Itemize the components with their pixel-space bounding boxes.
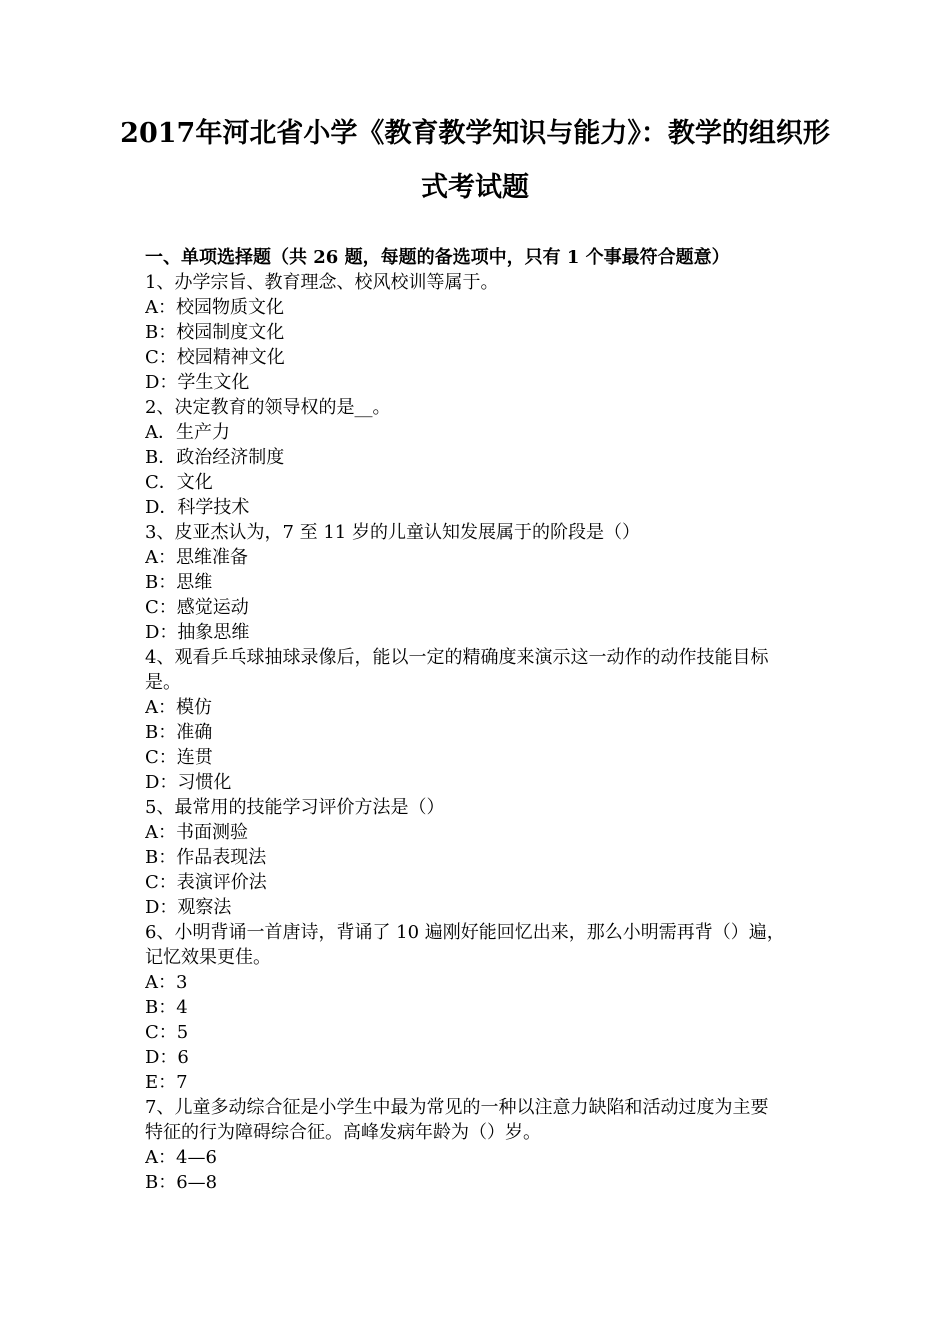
option-line: A：4—6 <box>145 1147 217 1168</box>
question-7: 7、儿童多动综合征是小学生中最为常见的一种以注意力缺陷和活动过度为主要 <box>145 1097 769 1118</box>
option-line: A：3 <box>145 972 188 993</box>
question-2: 2、决定教育的领导权的是__。 <box>145 397 391 418</box>
option-line: C：连贯 <box>145 747 213 768</box>
option-line: D：习惯化 <box>145 772 232 793</box>
option-line: B：准确 <box>145 722 213 743</box>
section-heading: 一、单项选择题（共 26 题，每题的备选项中，只有 1 个事最符合题意） <box>145 247 730 268</box>
option-line: A：书面测验 <box>145 822 248 843</box>
question-6-continued: 记忆效果更佳。 <box>145 947 271 968</box>
option-line: C：表演评价法 <box>145 872 267 893</box>
question-4: 4、观看乒乓球抽球录像后，能以一定的精确度来演示这一动作的动作技能目标 <box>145 647 769 668</box>
question-4-continued: 是。 <box>145 672 181 693</box>
option-line: A：思维准备 <box>145 547 248 568</box>
option-line: B：校园制度文化 <box>145 322 285 343</box>
question-1: 1、办学宗旨、教育理念、校风校训等属于。 <box>145 272 499 293</box>
option-line: B：作品表现法 <box>145 847 267 868</box>
option-line: D：抽象思维 <box>145 622 250 643</box>
option-line: C：5 <box>145 1022 189 1043</box>
option-line: A：模仿 <box>145 697 212 718</box>
page-title-line-1: 2017年河北省小学《教育教学知识与能力》：教学的组织形 <box>120 118 830 149</box>
document-body <box>145 245 810 1195</box>
option-line: C．文化 <box>145 472 213 493</box>
option-line: C：感觉运动 <box>145 597 249 618</box>
question-7-continued: 特征的行为障碍综合征。高峰发病年龄为（）岁。 <box>145 1122 541 1143</box>
option-line: E：7 <box>145 1072 188 1093</box>
option-line: A．生产力 <box>145 422 230 443</box>
option-line: D：6 <box>145 1047 189 1068</box>
option-line: B．政治经济制度 <box>145 447 285 468</box>
option-line: B：6—8 <box>145 1172 218 1193</box>
question-3: 3、皮亚杰认为，7 至 11 岁的儿童认知发展属于的阶段是（） <box>145 522 640 543</box>
option-line: D．科学技术 <box>145 497 250 518</box>
question-5: 5、最常用的技能学习评价方法是（） <box>145 797 445 818</box>
option-line: C：校园精神文化 <box>145 347 285 368</box>
option-line: A：校园物质文化 <box>145 297 284 318</box>
option-line: B：4 <box>145 997 188 1018</box>
page-title-line-2: 式考试题 <box>421 172 529 203</box>
option-line: B：思维 <box>145 572 213 593</box>
option-line: D：观察法 <box>145 897 232 918</box>
question-6: 6、小明背诵一首唐诗，背诵了 10 遍刚好能回忆出来，那么小明需再背（）遍， <box>145 922 785 943</box>
option-line: D：学生文化 <box>145 372 250 393</box>
